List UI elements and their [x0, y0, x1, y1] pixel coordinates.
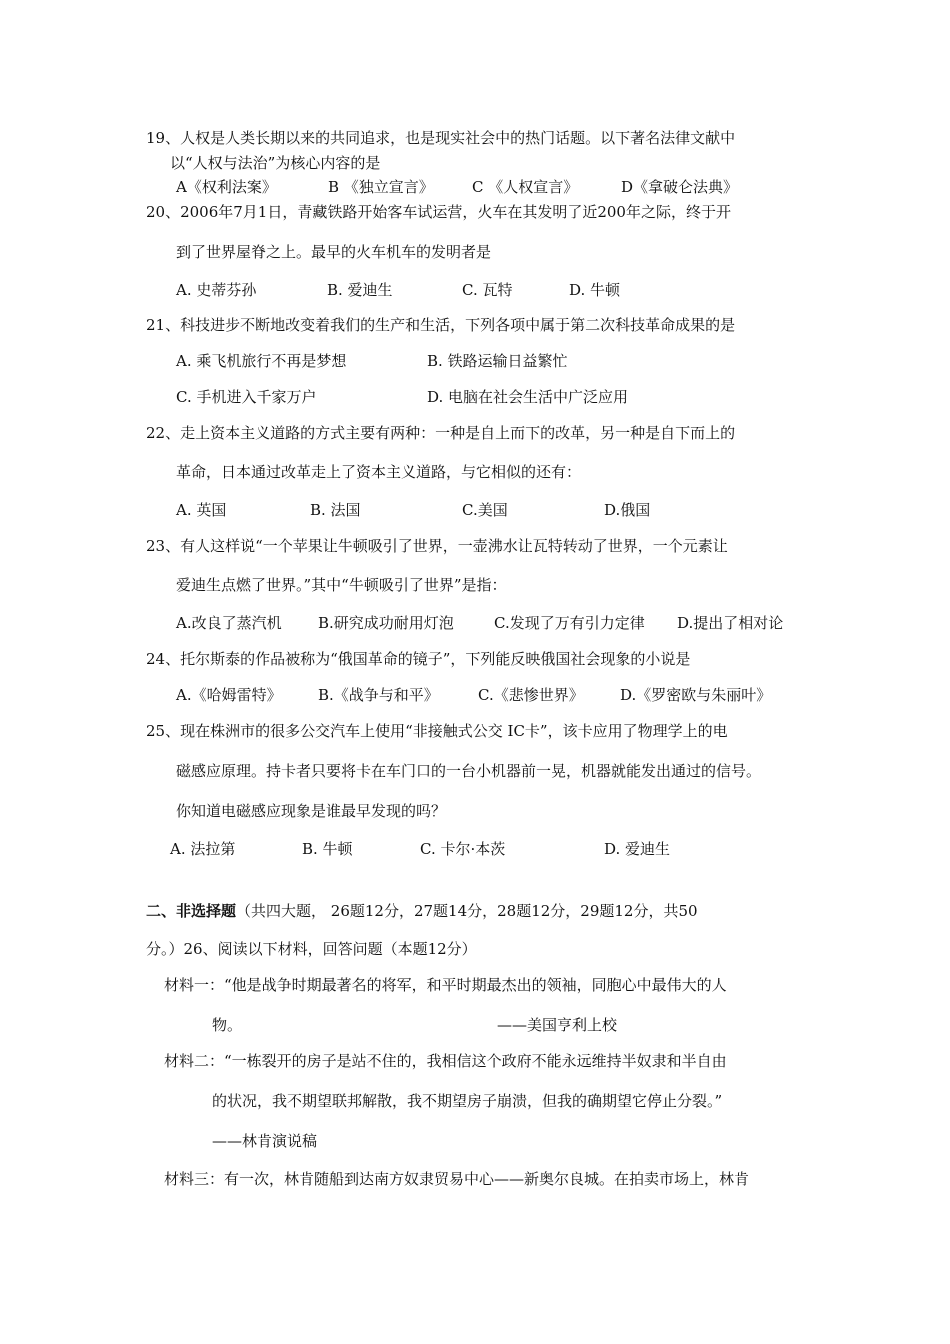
q23-option-a: A.改良了蒸汽机 [176, 614, 282, 632]
q21-option-a: A. 乘飞机旅行不再是梦想 [176, 352, 347, 370]
q21-option-b: B. 铁路运输日益繁忙 [427, 352, 568, 370]
q22-stem-line1: 22、走上资本主义道路的方式主要有两种：一种是自上而下的改革，另一种是自下而上的 [146, 424, 736, 442]
material2-line2: 的状况，我不期望联邦解散，我不期望房子崩溃，但我的确期望它停止分裂。” [212, 1092, 723, 1110]
q25-option-d: D. 爱迪生 [604, 840, 671, 858]
q20-option-b: B. 爱迪生 [327, 281, 393, 299]
material2-source: ——林肯演说稿 [212, 1132, 318, 1150]
material1-source: ——美国亨利上校 [497, 1016, 618, 1034]
q20-option-d: D. 牛顿 [569, 281, 621, 299]
q20-option-a: A. 史蒂芬孙 [176, 281, 257, 299]
material1-line1: 材料一：“他是战争时期最著名的将军，和平时期最杰出的领袖，同胞心中最伟大的人 [164, 976, 727, 994]
material1-line2: 物。 [212, 1016, 243, 1034]
q19-option-c: C 《人权宣言》 [472, 178, 579, 196]
q21-option-d: D. 电脑在社会生活中广泛应用 [427, 388, 629, 406]
q23-stem-line2: 爱迪生点燃了世界。”其中“牛顿吸引了世界”是指： [176, 576, 507, 594]
q19-option-d: D《拿破仑法典》 [621, 178, 739, 196]
q25-option-b: B. 牛顿 [302, 840, 353, 858]
section2-heading-line [146, 901, 698, 921]
q24-option-b: B.《战争与和平》 [318, 686, 439, 704]
q21-option-c: C. 手机进入千家万户 [176, 388, 317, 406]
q24-option-a: A.《哈姆雷特》 [176, 686, 282, 704]
q22-option-a: A. 英国 [176, 501, 227, 519]
q19-option-a: A《权利法案》 [176, 178, 277, 196]
q25-stem-line2: 磁感应原理。持卡者只要将卡在车门口的一台小机器前一晃，机器就能发出通过的信号。 [176, 762, 762, 780]
q23-option-b: B.研究成功耐用灯泡 [318, 614, 454, 632]
q25-option-c: C. 卡尔·本茨 [420, 840, 506, 858]
q21-stem-line1: 21、科技进步不断地改变着我们的生产和生活，下列各项中属于第二次科技革命成果的是 [146, 316, 736, 334]
material3-line1: 材料三：有一次，林肯随船到达南方奴隶贸易中心——新奥尔良城。在拍卖市场上，林肯 [164, 1170, 750, 1188]
section2-heading: 二、非选择题 [146, 902, 237, 920]
material2-line1: 材料二：“一栋裂开的房子是站不住的，我相信这个政府不能永远维持半奴隶和半自由 [164, 1052, 727, 1070]
q20-stem-line1: 20、2006年7月1日，青藏铁路开始客车试运营，火车在其发明了近200年之际，终于开 [146, 203, 731, 221]
q20-option-c: C. 瓦特 [462, 281, 513, 299]
q22-option-c: C.美国 [462, 501, 508, 519]
section2-scoring: （共四大题， 26题12分，27题14分，28题12分，29题12分，共50 [236, 902, 698, 920]
q24-option-c: C.《悲惨世界》 [478, 686, 584, 704]
q24-stem-line1: 24、托尔斯泰的作品被称为“俄国革命的镜子”，下列能反映俄国社会现象的小说是 [146, 650, 691, 668]
q23-option-d: D.提出了相对论 [677, 614, 784, 632]
q23-option-c: C.发现了万有引力定律 [494, 614, 645, 632]
q22-stem-line2: 革命，日本通过改革走上了资本主义道路，与它相似的还有： [176, 463, 582, 481]
q25-option-a: A. 法拉第 [170, 840, 236, 858]
q24-option-d: D.《罗密欧与朱丽叶》 [620, 686, 772, 704]
q22-option-b: B. 法国 [310, 501, 361, 519]
q19-stem-line2: 以“人权与法治”为核心内容的是 [170, 154, 381, 172]
q22-option-d: D.俄国 [604, 501, 651, 519]
q20-stem-line2: 到了世界屋脊之上。最早的火车机车的发明者是 [176, 243, 492, 261]
q25-stem-line1: 25、现在株洲市的很多公交汽车上使用“非接触式公交 IC卡”，该卡应用了物理学上的电 [146, 722, 728, 740]
q19-stem-line1: 19、人权是人类长期以来的共同追求，也是现实社会中的热门话题。以下著名法律文献中 [146, 129, 736, 147]
q19-option-b: B 《独立宣言》 [328, 178, 434, 196]
section2-line2: 分。）26、阅读以下材料，回答问题（本题12分） [146, 940, 477, 958]
q25-stem-line3: 你知道电磁感应现象是谁最早发现的吗？ [176, 802, 447, 820]
q23-stem-line1: 23、有人这样说“一个苹果让牛顿吸引了世界，一壶沸水让瓦特转动了世界，一个元素让 [146, 537, 728, 555]
